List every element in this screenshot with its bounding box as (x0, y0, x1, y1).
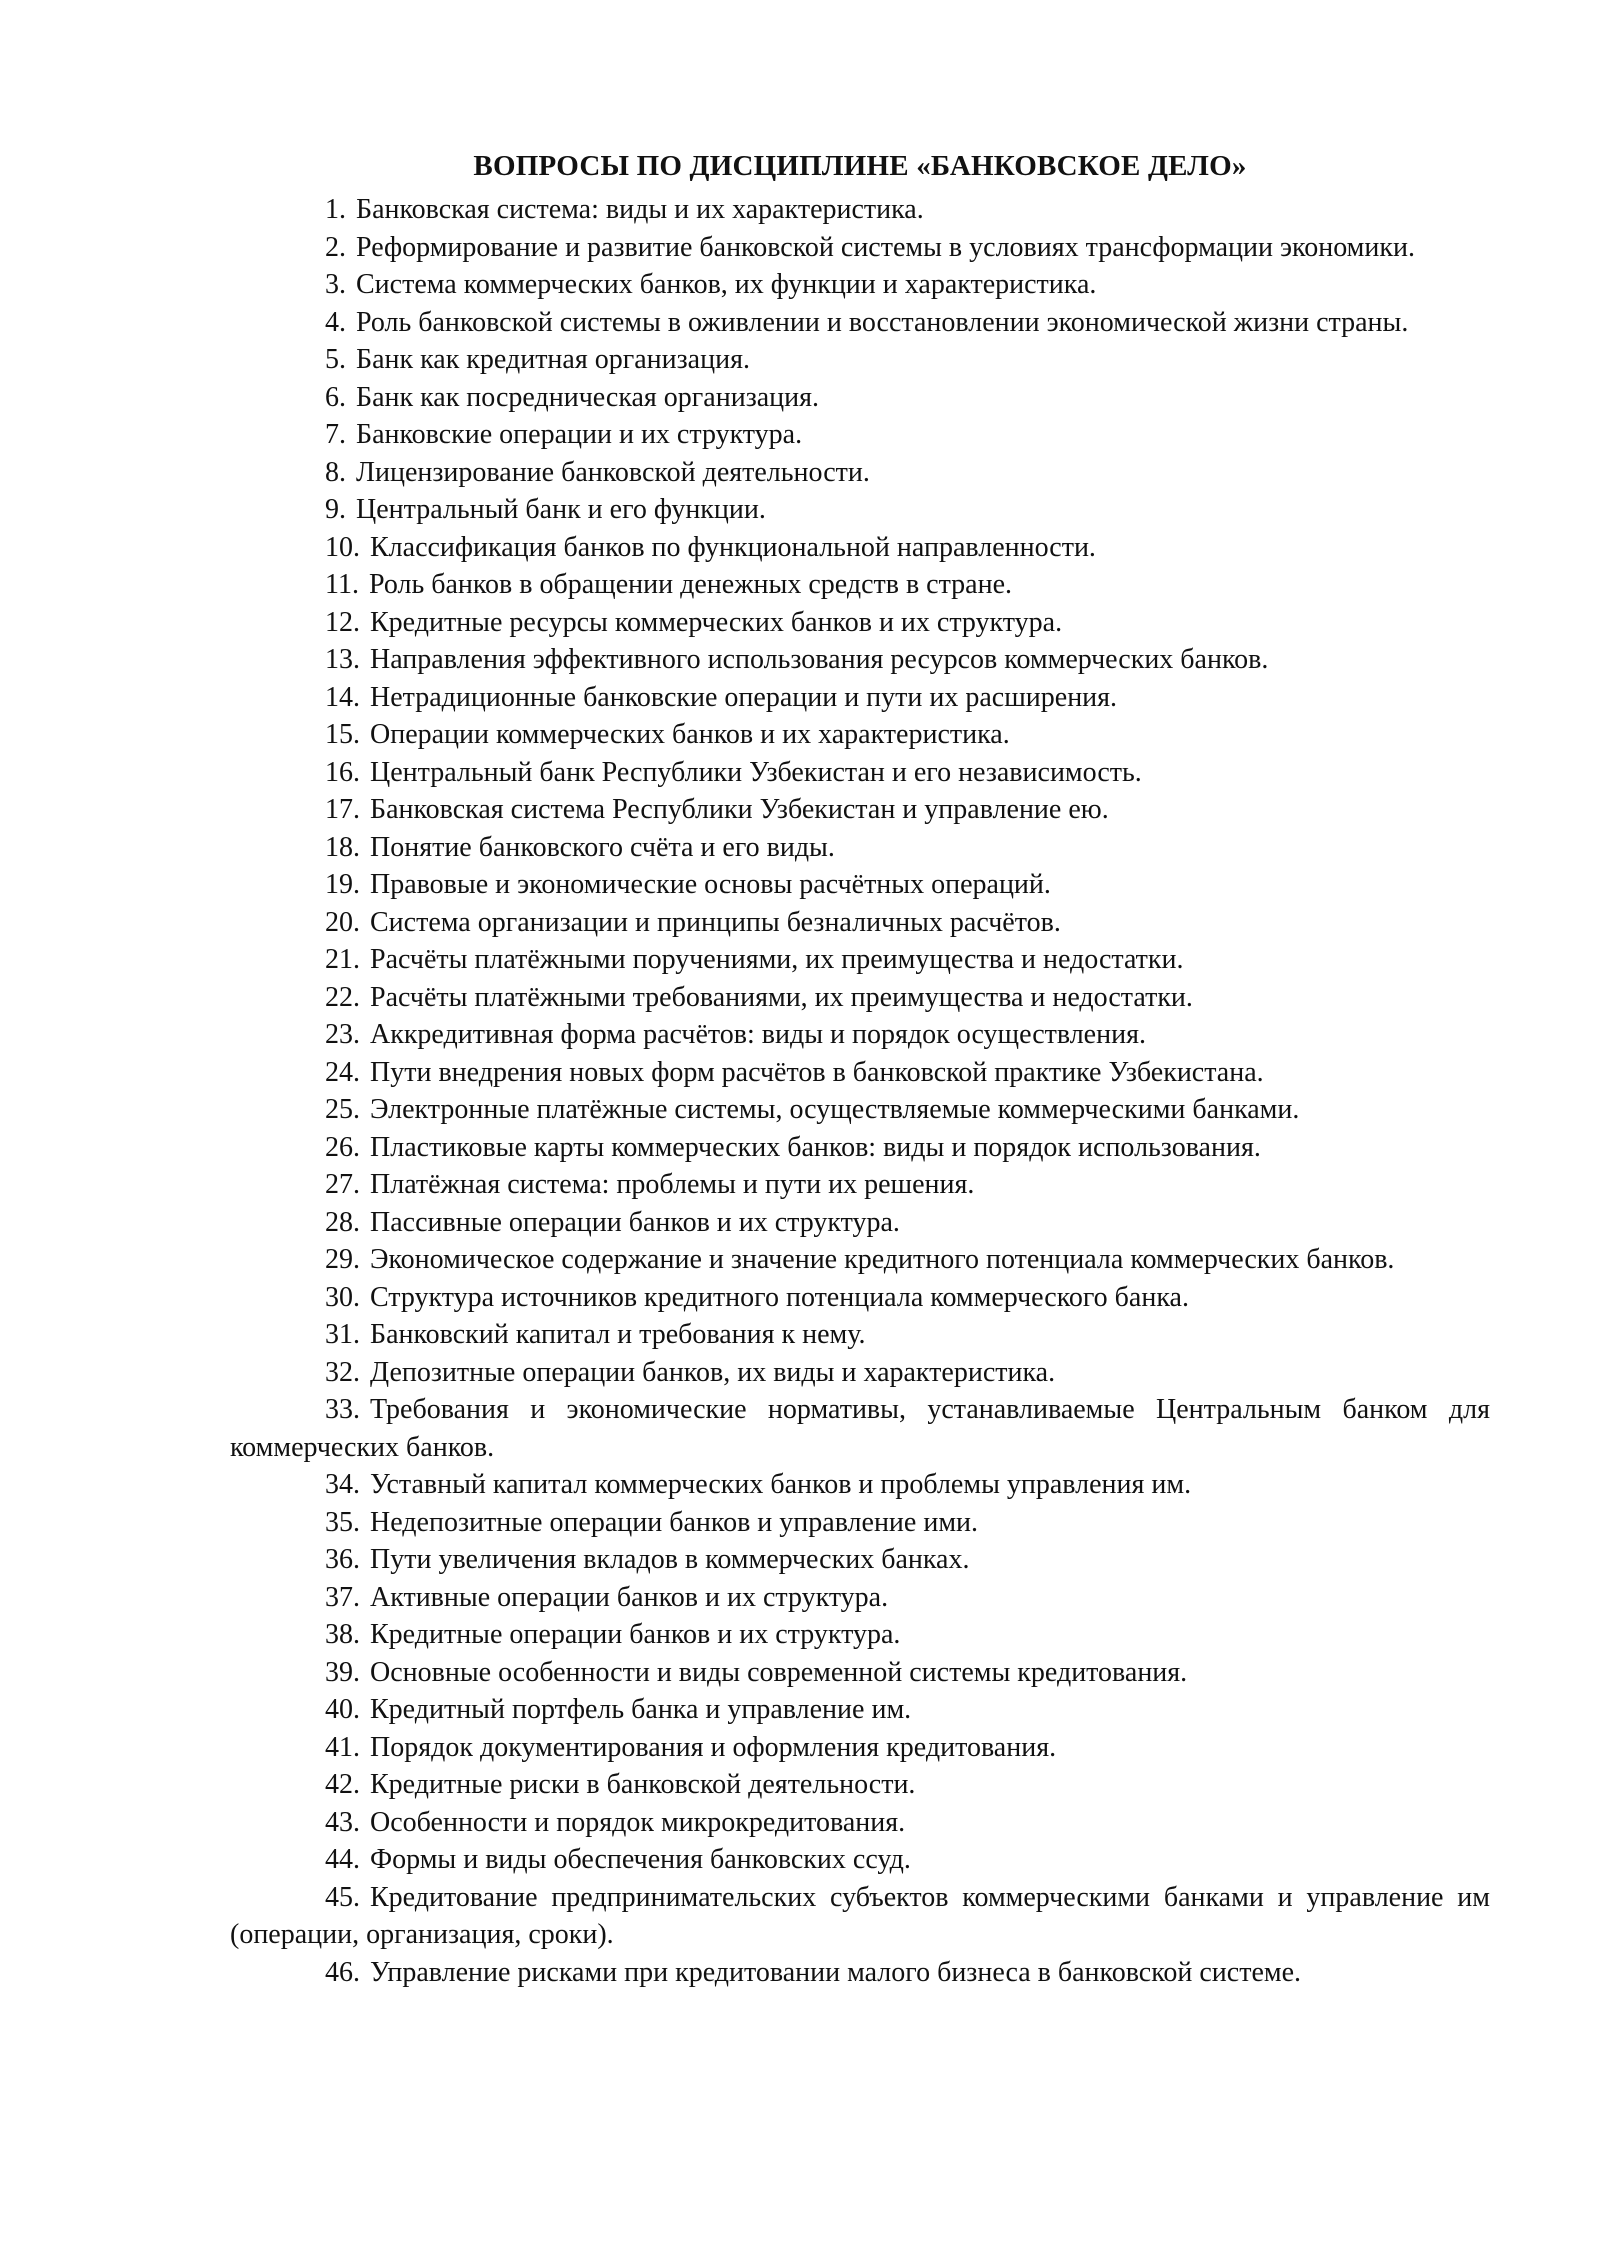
question-number: 45. (325, 1881, 360, 1913)
question-text: Кредитование предпринимательских субъектов коммерческими банками и управление им (операции, организация, сроки). (230, 1881, 1490, 1950)
question-item (230, 1241, 1490, 1279)
question-number: 43. (325, 1806, 360, 1838)
question-number: 28. (325, 1206, 360, 1238)
question-text: Система организации и принципы безналичных расчётов. (370, 906, 1061, 938)
question-number: 14. (325, 681, 360, 713)
question-number: 27. (325, 1169, 360, 1200)
question-text: Депозитные операции банков, их виды и характеристика. (370, 1356, 1056, 1388)
question-text: Аккредитивная форма расчётов: виды и порядок осуществления. (370, 1019, 1146, 1050)
question-item (230, 1129, 1490, 1167)
question-number: 3. (325, 269, 346, 300)
question-number: 17. (325, 794, 360, 825)
question-text: Расчёты платёжными поручениями, их преимущества и недостатки. (370, 944, 1184, 975)
question-item (230, 641, 1490, 679)
question-text: Банковский капитал и требования к нему. (370, 1319, 866, 1350)
question-number: 7. (325, 419, 346, 450)
question-item (230, 1841, 1490, 1879)
question-text: Электронные платёжные системы, осуществляемые коммерческими банками. (370, 1094, 1300, 1125)
question-item (230, 191, 1490, 229)
question-text: Активные операции банков и их структура. (370, 1581, 889, 1613)
question-number: 1. (325, 194, 346, 225)
question-item (230, 1616, 1490, 1654)
question-number: 26. (325, 1131, 360, 1163)
question-item (230, 566, 1490, 604)
question-item (230, 1579, 1490, 1617)
document-title: ВОПРОСЫ ПО ДИСЦИПЛИНЕ «БАНКОВСКОЕ ДЕЛО» (473, 150, 1247, 182)
question-number: 8. (325, 456, 346, 488)
question-item (230, 491, 1490, 529)
question-item (230, 1879, 1490, 1954)
question-item (230, 866, 1490, 904)
question-item (230, 341, 1490, 379)
question-number: 46. (325, 1956, 360, 1988)
question-text: Кредитные ресурсы коммерческих банков и их структура. (370, 606, 1063, 638)
question-text: Направления эффективного использования ресурсов коммерческих банков. (370, 644, 1269, 675)
question-number: 31. (325, 1319, 360, 1350)
question-number: 9. (325, 494, 346, 525)
question-item (230, 1091, 1490, 1129)
question-item (230, 1316, 1490, 1354)
question-number: 23. (325, 1019, 360, 1050)
question-item (230, 604, 1490, 642)
question-item (230, 229, 1490, 267)
question-item (230, 829, 1490, 867)
question-number: 37. (325, 1581, 360, 1613)
question-item (230, 1654, 1490, 1692)
question-item (230, 1166, 1490, 1204)
question-number: 34. (325, 1469, 360, 1500)
question-item (230, 1466, 1490, 1504)
question-text: Операции коммерческих банков и их характеристика. (370, 719, 1010, 750)
question-text: Центральный банк и его функции. (356, 494, 766, 525)
question-number: 30. (325, 1281, 360, 1313)
question-number: 6. (325, 381, 346, 413)
question-text: Система коммерческих банков, их функции и характеристика. (356, 269, 1097, 300)
question-text: Понятие банковского счёта и его виды. (370, 831, 835, 863)
question-text: Пути увеличения вкладов в коммерческих банках. (370, 1544, 970, 1575)
question-number: 4. (325, 306, 346, 338)
question-text: Управление рисками при кредитовании малого бизнеса в банковской системе. (370, 1956, 1302, 1988)
question-item (230, 1766, 1490, 1804)
question-text: Правовые и экономические основы расчётных операций. (370, 869, 1051, 900)
question-text: Уставный капитал коммерческих банков и проблемы управления им. (370, 1469, 1192, 1500)
question-text: Формы и виды обеспечения банковских ссуд. (370, 1844, 911, 1875)
question-number: 22. (325, 981, 360, 1013)
question-number: 12. (325, 606, 360, 638)
question-number: 41. (325, 1731, 360, 1763)
question-text: Реформирование и развитие банковской системы в условиях трансформации экономики. (356, 231, 1415, 263)
question-number: 11. (325, 569, 359, 600)
question-number: 33. (325, 1394, 360, 1425)
question-item (230, 941, 1490, 979)
question-text: Банк как посредническая организация. (356, 381, 820, 413)
question-item (230, 754, 1490, 792)
question-item (230, 529, 1490, 567)
question-text: Банковские операции и их структура. (356, 419, 803, 450)
question-item (230, 1729, 1490, 1767)
question-item (230, 416, 1490, 454)
question-text: Недепозитные операции банков и управление ими. (370, 1506, 979, 1538)
question-number: 10. (325, 531, 360, 563)
question-text: Нетрадиционные банковские операции и пути их расширения. (370, 681, 1118, 713)
question-number: 35. (325, 1506, 360, 1538)
question-text: Банковская система Республики Узбекистан и управление ею. (370, 794, 1109, 825)
question-number: 16. (325, 756, 360, 788)
question-text: Платёжная система: проблемы и пути их решения. (370, 1169, 975, 1200)
question-item (230, 379, 1490, 417)
question-number: 20. (325, 906, 360, 938)
question-item (230, 1804, 1490, 1842)
question-number: 5. (325, 344, 346, 375)
question-number: 13. (325, 644, 360, 675)
question-item (230, 679, 1490, 717)
question-number: 2. (325, 231, 346, 263)
question-number: 25. (325, 1094, 360, 1125)
question-text: Банковская система: виды и их характеристика. (356, 194, 924, 225)
question-text: Расчёты платёжными требованиями, их преимущества и недостатки. (370, 981, 1193, 1013)
question-item (230, 1054, 1490, 1092)
question-text: Экономическое содержание и значение кредитного потенциала коммерческих банков. (370, 1244, 1395, 1275)
question-text: Роль банков в обращении денежных средств в стране. (368, 569, 1013, 600)
question-item (230, 1954, 1490, 1992)
question-text: Кредитные риски в банковской деятельности. (370, 1769, 916, 1800)
question-number: 44. (325, 1844, 360, 1875)
question-text: Требования и экономические нормативы, устанавливаемые Центральным банком для коммерческих банков. (230, 1394, 1490, 1463)
question-text: Особенности и порядок микрокредитования. (370, 1806, 906, 1838)
question-number: 32. (325, 1356, 360, 1388)
question-item (230, 1541, 1490, 1579)
question-item (230, 904, 1490, 942)
question-number: 19. (325, 869, 360, 900)
question-item (230, 1016, 1490, 1054)
question-item (230, 979, 1490, 1017)
question-item (230, 1691, 1490, 1729)
question-item (230, 1504, 1490, 1542)
question-text: Лицензирование банковской деятельности. (356, 456, 870, 488)
question-item (230, 1391, 1490, 1466)
question-number: 29. (325, 1244, 360, 1275)
question-text: Порядок документирования и оформления кредитования. (370, 1731, 1057, 1763)
question-text: Классификация банков по функциональной направленности. (370, 531, 1096, 563)
question-item (230, 1354, 1490, 1392)
question-number: 38. (325, 1619, 360, 1650)
question-item (230, 266, 1490, 304)
question-text: Пластиковые карты коммерческих банков: виды и порядок использования. (370, 1131, 1261, 1163)
question-number: 36. (325, 1544, 360, 1575)
question-text: Роль банковской системы в оживлении и восстановлении экономической жизни страны. (356, 306, 1409, 338)
question-list (230, 191, 1490, 1991)
question-item (230, 454, 1490, 492)
question-text: Кредитные операции банков и их структура. (370, 1619, 901, 1650)
question-text: Банк как кредитная организация. (356, 344, 750, 375)
question-text: Пассивные операции банков и их структура. (370, 1206, 900, 1238)
document-page (230, 148, 1490, 1991)
question-item (230, 791, 1490, 829)
question-number: 39. (325, 1656, 360, 1688)
question-text: Центральный банк Республики Узбекистан и его независимость. (370, 756, 1142, 788)
question-number: 18. (325, 831, 360, 863)
question-text: Структура источников кредитного потенциала коммерческого банка. (370, 1281, 1189, 1313)
question-number: 15. (325, 719, 360, 750)
question-text: Кредитный портфель банка и управление им. (370, 1694, 912, 1725)
question-number: 24. (325, 1056, 360, 1088)
question-item (230, 716, 1490, 754)
question-number: 21. (325, 944, 360, 975)
question-number: 42. (325, 1769, 360, 1800)
question-item (230, 304, 1490, 342)
question-number: 40. (325, 1694, 360, 1725)
question-item (230, 1204, 1490, 1242)
question-text: Пути внедрения новых форм расчётов в банковской практике Узбекистана. (370, 1056, 1264, 1088)
question-text: Основные особенности и виды современной системы кредитования. (370, 1656, 1188, 1688)
question-item (230, 1279, 1490, 1317)
